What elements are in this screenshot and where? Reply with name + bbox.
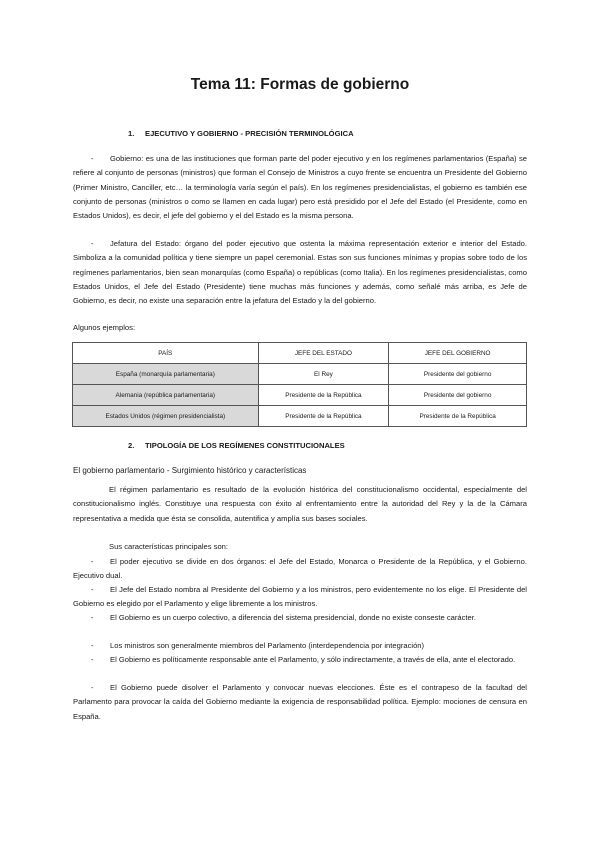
bullet-marker: - xyxy=(91,683,94,692)
table-cell: Presidente del gobierno xyxy=(389,385,527,406)
section-2-heading-text: TIPOLOGÍA DE LOS REGÍMENES CONSTITUCIONALES xyxy=(145,441,345,450)
table-cell: Presidente de la República xyxy=(258,385,389,406)
bullet-marker: - xyxy=(91,585,94,594)
list-item xyxy=(73,653,527,667)
bullet-marker: - xyxy=(91,655,94,664)
table-cell-country: Estados Unidos (régimen presidencialista) xyxy=(73,406,259,427)
table-cell: Presidente del gobierno xyxy=(389,364,527,385)
table-cell-country: España (monarquía parlamentaria) xyxy=(73,364,259,385)
list-item xyxy=(73,611,527,625)
list-item xyxy=(73,555,527,584)
bullet-marker: - xyxy=(91,641,94,650)
list-item-text: Los ministros son generalmente miembros del Parlamento (interdependencia por integración) xyxy=(110,641,425,650)
paragraph-gobierno-text: Gobierno: es una de las instituciones que forman parte del poder ejecutivo y en los regímenes parlamentarios (España) se refiere al conjunto de personas (ministros) que forman el Consejo de Ministros a cuyo frente se encuentra un Presidente del Gobierno (Primer Ministro, Canciller, etc… la terminología varía según el país). En los regímenes presidencialistas, el gobierno es también ese conjunto de personas (ministros o como se llamen en cada lugar) pero está presidido por el Jefe del Estado (el Presidente, como en Estados Unidos), es decir, el jefe del gobierno y el del Estado es la misma persona. xyxy=(73,154,527,221)
section-2-subtitle: El gobierno parlamentario - Surgimiento histórico y características xyxy=(73,466,307,475)
list-item-text: El Gobierno es políticamente responsable ante el Parlamento, y sólo indirectamente, a través de ella, ante el electorado. xyxy=(110,655,516,664)
list-item-text: El Jefe del Estado nombra al Presidente del Gobierno y a los ministros, pero evidentemente no los elige. El Presidente del Gobierno es elegido por el Parlamento y elige libremente a los ministros. xyxy=(73,585,527,609)
list-item xyxy=(73,681,527,724)
paragraph-regimen-parlamentario: El régimen parlamentario es resultado de la evolución histórica del constitucionalismo occidental, especialmente del constitucionalismo inglés. Constituye una respuesta con éxito al enfrentamiento entre la autoridad del Rey y la de la Cámara representativa a medida que ésta se consolida, autentifica y amplía sus bases sociales. xyxy=(73,485,527,523)
table-row xyxy=(73,364,527,385)
bullet-marker: - xyxy=(91,154,94,163)
table-cell-country: Alemania (república parlamentaria) xyxy=(73,385,259,406)
section-1-heading-text: EJECUTIVO Y GOBIERNO - PRECISIÓN TERMINOLÓGICA xyxy=(145,129,354,138)
table-cell: El Rey xyxy=(258,364,389,385)
bullet-marker: - xyxy=(91,557,94,566)
examples-label: Algunos ejemplos: xyxy=(73,323,136,332)
section-1-heading xyxy=(128,129,354,138)
table-cell: Presidente de la República xyxy=(258,406,389,427)
paragraph-jefatura-text: Jefatura del Estado: órgano del poder ejecutivo que ostenta la máxima representación exterior e interior del Estado. Simboliza a la comunidad política y tiene siempre un papel ceremonial. Estas son sus funciones mínimas y propias sobre todo de los regímenes parlamentarios, bien sean monarquías (como España) o repúblicas (como Italia). En los regímenes presidencialistas, como Estados Unidos, el Jefe del Estado (Presidente) tiene muchas más funciones y además, como señalé más arriba, es Jefe de Gobierno, es decir, no existe una separación entre la jefatura del Estado y la del gobierno. xyxy=(73,239,527,306)
bullet-marker: - xyxy=(91,613,94,622)
table-header-cell: JEFE DEL ESTADO xyxy=(258,343,389,364)
list-item-text: El poder ejecutivo se divide en dos órganos: el Jefe del Estado, Monarca o Presidente de la República, y el Gobierno. Ejecutivo dual. xyxy=(73,557,527,581)
table-cell: Presidente de la República xyxy=(389,406,527,427)
characteristics-intro: Sus características principales son: xyxy=(109,542,229,551)
examples-table xyxy=(72,342,527,427)
bullet-marker: - xyxy=(91,239,94,248)
paragraph-gobierno xyxy=(73,152,527,223)
list-item-text: El Gobierno puede disolver el Parlamento y convocar nuevas elecciones. Éste es el contrapeso de la facultad del Parlamento para provocar la caída del Gobierno mediante la exigencia de responsabilidad política. Ejemplo: mociones de censura en España. xyxy=(73,683,527,721)
list-item xyxy=(73,583,527,612)
table-header-row xyxy=(73,343,527,364)
table-header-cell: PAÍS xyxy=(73,343,259,364)
table-header-cell: JEFE DEL GOBIERNO xyxy=(389,343,527,364)
section-2-heading xyxy=(128,441,345,450)
table-row xyxy=(73,385,527,406)
list-item-text: El Gobierno es un cuerpo colectivo, a diferencia del sistema presidencial, donde no existe conseste carácter. xyxy=(110,613,476,622)
page-title: Tema 11: Formas de gobierno xyxy=(190,76,410,93)
table-row xyxy=(73,406,527,427)
section-2-number: 2. xyxy=(128,441,135,450)
list-item xyxy=(73,639,527,653)
section-1-number: 1. xyxy=(128,129,135,138)
paragraph-jefatura-estado xyxy=(73,237,527,308)
